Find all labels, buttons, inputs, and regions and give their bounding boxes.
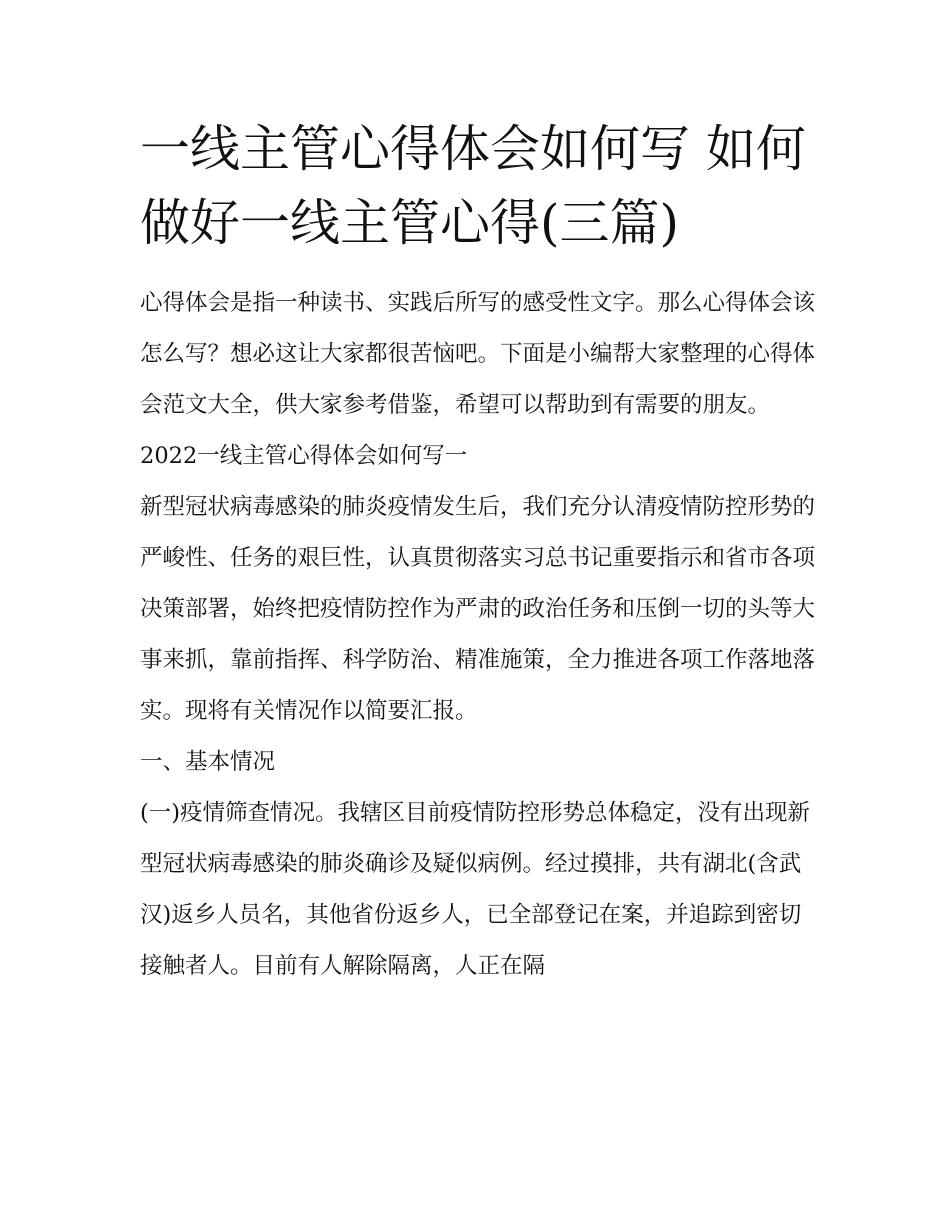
document-body — [140, 278, 820, 992]
title-line-2: 做好一线主管心得(三篇) — [140, 194, 680, 252]
section-heading-2022: 2022一线主管心得体会如何写一 — [140, 443, 468, 469]
intro-paragraph: 心得体会是指一种读书、实践后所写的感受性文字。那么心得体会该怎么写？想必这让大家都很苦恼吧。下面是小编帮大家整理的心得体会范文大全，供大家参考借鉴，希望可以帮助到有需要的朋友。 — [140, 290, 816, 418]
body-paragraph-screening: (一)疫情筛查情况。我辖区目前疫情防控形势总体稳定，没有出现新型冠状病毒感染的肺炎确诊及疑似病例。经过摸排，共有湖北(含武汉)返乡人员名，其他省份返乡人，已全部登记在案，并追踪到密切接触者人。目前有人解除隔离，人正在隔 — [140, 800, 811, 979]
body-paragraph: 新型冠状病毒感染的肺炎疫情发生后，我们充分认清疫情防控形势的严峻性、任务的艰巨性，认真贯彻落实习总书记重要指示和省市各项决策部署，始终把疫情防控作为严肃的政治任务和压倒一切的头等大事来抓，靠前指挥、科学防治、精准施策，全力推进各项工作落地落实。现将有关情况作以简要汇报。 — [140, 494, 816, 724]
section-heading-basic: 一、基本情况 — [140, 749, 276, 775]
document-title — [140, 112, 820, 260]
title-line-1: 一线主管心得体会如何写 如何 — [140, 120, 806, 178]
